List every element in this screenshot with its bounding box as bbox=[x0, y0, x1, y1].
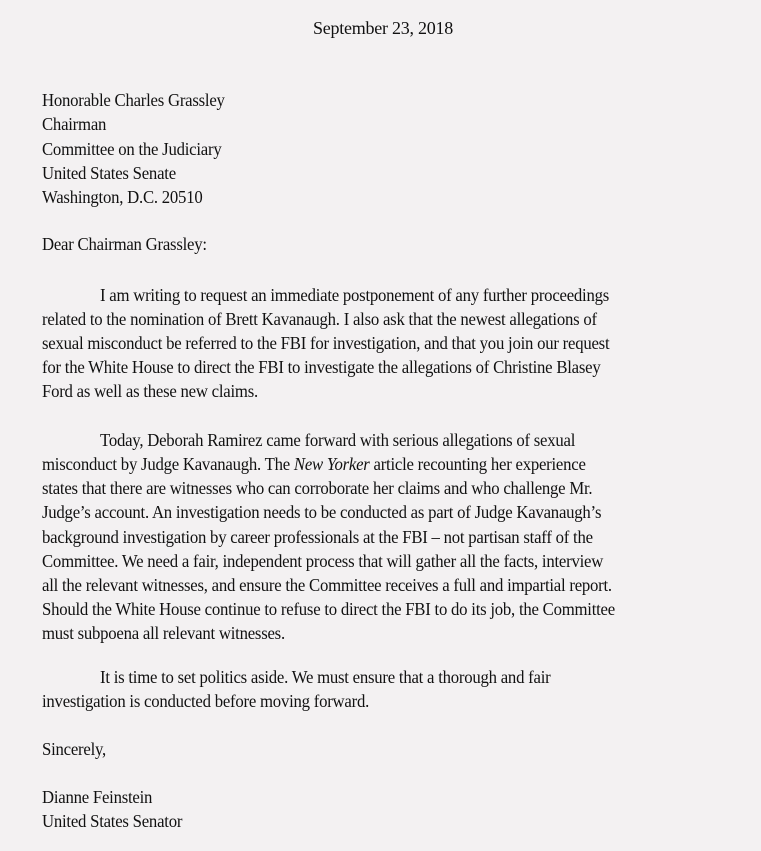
signatory-title: United States Senator bbox=[42, 811, 183, 831]
paragraph-line: all the relevant witnesses, and ensure the Committee receives a full and impartial report. bbox=[42, 575, 612, 595]
paragraph-line: Ford as well as these new claims. bbox=[42, 381, 258, 401]
paragraph-line: related to the nomination of Brett Kavanaugh. I also ask that the newest allegations of bbox=[42, 309, 597, 329]
recipient-committee: Committee on the Judiciary bbox=[42, 139, 222, 159]
paragraph-line: sexual misconduct be referred to the FBI for investigation, and that you join our request bbox=[42, 333, 610, 353]
paragraph-line bbox=[42, 452, 586, 476]
paragraph-line: Committee. We need a fair, independent process that will gather all the facts, interview bbox=[42, 551, 604, 571]
recipient-title: Chairman bbox=[42, 114, 107, 134]
salutation: Dear Chairman Grassley: bbox=[42, 234, 207, 254]
paragraph-line: Should the White House continue to refuse to direct the FBI to do its job, the Committee bbox=[42, 599, 615, 619]
recipient-address: Washington, D.C. 20510 bbox=[42, 187, 203, 207]
paragraph-line: background investigation by career professionals at the FBI – not partisan staff of the bbox=[42, 527, 593, 547]
paragraph-line: I am writing to request an immediate postponement of any further proceedings bbox=[100, 285, 610, 305]
text-run: misconduct by Judge Kavanaugh. The bbox=[42, 454, 294, 474]
publication-title: New Yorker bbox=[293, 454, 370, 474]
recipient-body: United States Senate bbox=[42, 163, 176, 183]
paragraph-line: It is time to set politics aside. We must ensure that a thorough and fair bbox=[100, 667, 551, 687]
paragraph-line: Judge’s account. An investigation needs to be conducted as part of Judge Kavanaugh’s bbox=[42, 502, 602, 522]
paragraph-line: states that there are witnesses who can corroborate her claims and who challenge Mr. bbox=[42, 478, 593, 498]
text-run: article recounting her experience bbox=[369, 454, 586, 474]
paragraph-line: Today, Deborah Ramirez came forward with serious allegations of sexual bbox=[100, 430, 576, 450]
paragraph-line: investigation is conducted before moving forward. bbox=[42, 691, 370, 711]
paragraph-line: for the White House to direct the FBI to investigate the allegations of Christine Blasey bbox=[42, 357, 601, 377]
signatory-name: Dianne Feinstein bbox=[42, 787, 153, 807]
closing: Sincerely, bbox=[42, 739, 106, 759]
letter-date: September 23, 2018 bbox=[313, 18, 453, 38]
recipient-name: Honorable Charles Grassley bbox=[42, 90, 225, 110]
paragraph-line: must subpoena all relevant witnesses. bbox=[42, 623, 285, 643]
